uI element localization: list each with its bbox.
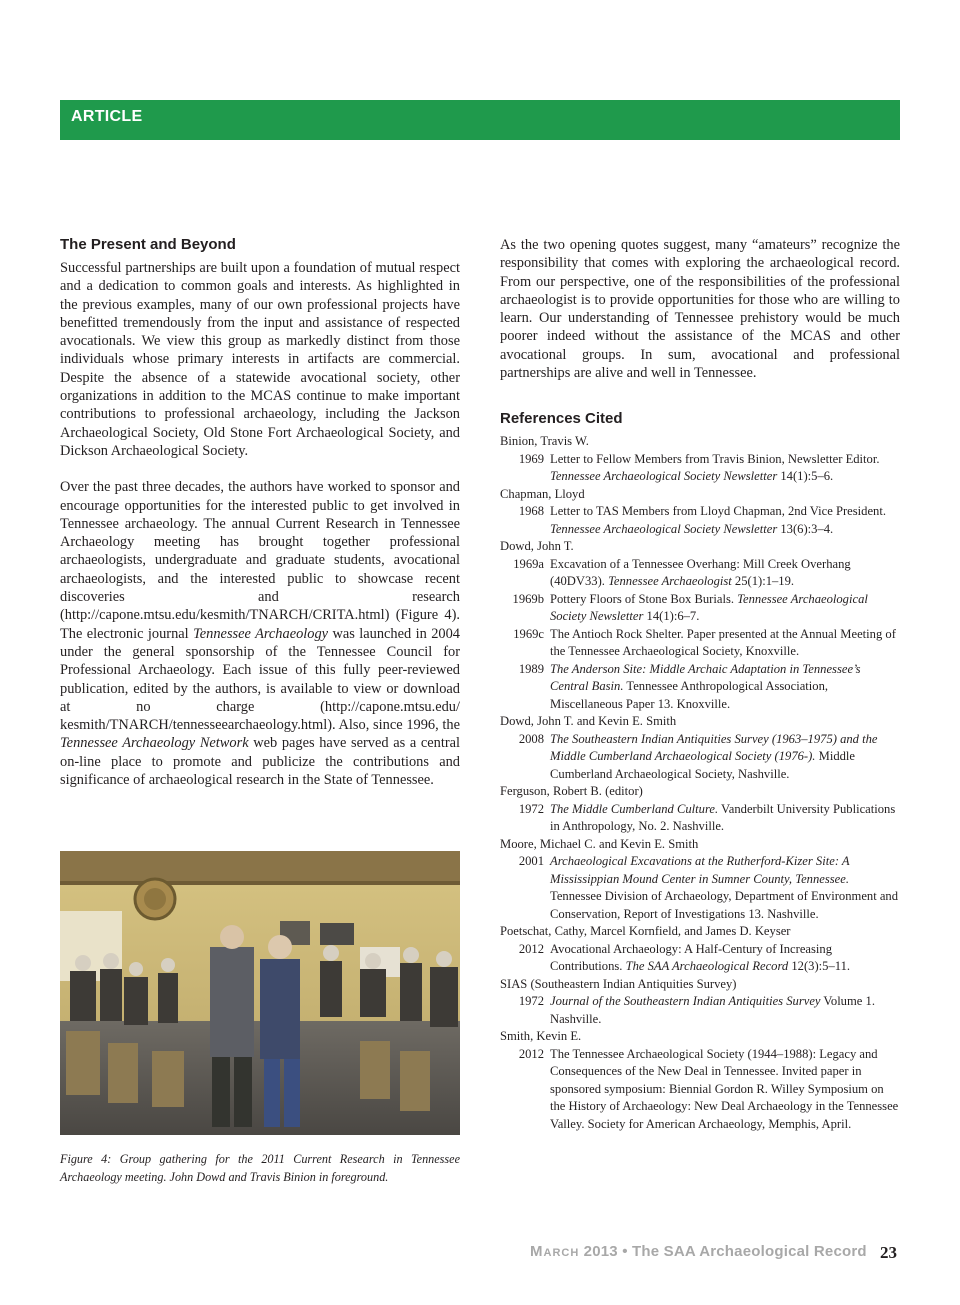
ref-entry: 1972 The Middle Cumberland Culture. Vanderbilt University Publications in Anthropology, No. 2. Nashville. [518,801,896,834]
references-list [500,433,900,1133]
paragraph: Over the past three decades, the authors have worked to sponsor and encourage opportunities for the interested public to get involved in Tennessee archaeology. The annual Current Research in Tennessee Archaeology meeting has brought together professional archaeologists, undergraduate and graduate students, avocational archaeologists, and the interested public to showcase recent discoveries and research (http://capone.mtsu.edu/kesmith/TNARCH/CRITA.html) (Figure 4). The electronic journal Tennessee Archaeology was launched in 2004 under the general sponsorship of the Tennessee Council for Professional Archaeology. Each issue of this fully peer-reviewed publication, edited by the authors, is available to view or download at no charge (http://capone.mtsu.edu/ kesmith/TNARCH/tennesseearchaeology.html). Also, since 1996, the Tennessee Archaeology Network web pages have served as a central on-line place to promote and publicize the contributions and significance of archaeological research in the State of Tennessee. [60,479,461,789]
ref-author: Poetschat, Cathy, Marcel Kornfield, and James D. Keyser [500,924,791,939]
page-number: 23 [880,1243,897,1262]
ref-entry: 1969a Excavation of a Tennessee Overhang: Mill Creek Overhang (40DV33). Tennessee Archaeologist 25(1):1–19. [513,556,851,589]
ref-entry: 1969 Letter to Fellow Members from Travis Binion, Newsletter Editor. Tennessee Archaeological Society Newsletter 14(1):5–6. [518,451,880,484]
footer-bullet: • [622,1243,628,1260]
ref-entry: 1969b Pottery Floors of Stone Box Burials. Tennessee Archaeological Society Newsletter 14(1):6–7. [512,591,868,624]
footer-month: March [530,1243,580,1260]
ref-entry: 1969c The Antioch Rock Shelter. Paper presented at the Annual Meeting of the Tennessee Archaeological Society, Knoxville. [513,626,896,659]
left-column [60,236,460,789]
ref-author: Smith, Kevin E. [500,1029,582,1044]
ref-author: Dowd, John T. [500,539,574,554]
ref-entry: 2008 The Southeastern Indian Antiquities Survey (1963–1975) and the Middle Cumberland Archaeological Society (1976-). Middle Cumberland Archaeological Society, Nashville. [518,731,878,781]
ref-author: Dowd, John T. and Kevin E. Smith [500,714,677,729]
section-heading: The Present and Beyond [60,236,236,253]
paragraph: Successful partnerships are built upon a foundation of mutual respect and a dedication to common goals and interests. As highlighted in the previous examples, many of our own professional projects have benefitted tremendously from the input and assistance of respected avocationals. We view this group as markedly distinct from those individuals whose primary interests in artifacts are commercial. Despite the absence of a statewide avocational society, other organizations in addition to the MCAS continue to make important contributions to professional archaeology, including the Jackson Archaeological Society, Old Stone Fort Archaeological Society, and Dickson Archaeological Society. [60,260,460,459]
meeting-photo [60,851,460,1135]
section-banner [60,100,900,140]
ref-author: Chapman, Lloyd [500,486,585,501]
ref-author: Ferguson, Robert B. (editor) [500,784,643,799]
figure-caption: Figure 4: Group gathering for the 2011 Current Research in Tennessee Archaeology meeting. John Dowd and Travis Binion in foreground. [60,1152,460,1184]
ref-author: Binion, Travis W. [500,434,589,449]
ref-entry: 1972 Journal of the Southeastern Indian Antiquities Survey Volume 1. Nashville. [518,994,875,1026]
running-footer [530,1243,867,1260]
right-column [500,236,900,1133]
ref-entry: 1989 The Anderson Site: Middle Archaic Adaptation in Tennessee’s Central Basin. Tennessee Anthropological Association, Miscellaneous Paper 13. Knoxville. [518,661,861,711]
footer-journal: The SAA Archaeological Record [632,1243,867,1260]
footer-year: 2013 [583,1243,618,1260]
section-label: ARTICLE [71,108,143,125]
ref-author: Moore, Michael C. and Kevin E. Smith [500,836,699,851]
ref-entry: 2001 Archaeological Excavations at the Rutherford-Kizer Site: A Mississippian Mound Center in Sumner County, Tennessee. Tennessee Division of Archaeology, Department of Environment and Conservation, Report of Investigations 13. Nashville. [518,854,899,921]
references-heading: References Cited [500,410,623,428]
ref-entry: 2012 Avocational Archaeology: A Half-Century of Increasing Contributions. The SAA Archaeological Record 12(3):5–11. [518,941,851,974]
paragraph: As the two opening quotes suggest, many “amateurs” recognize the responsibility that comes with exploring the archaeological record. From our perspective, one of the responsibilities of the professional archaeologist is to provide opportunities for those who are willing to learn. Our understanding of Tennessee prehistory would be much poorer indeed without the assistance of the MCAS and other avocational groups. In sum, avocational and professional partnerships are alive and well in Tennessee. [500,237,900,382]
ref-entry: 2012 The Tennessee Archaeological Society (1944–1988): Legacy and Consequences of the New Deal in Tennessee. Invited paper in sponsored symposium: Biennial Gordon R. Willey Symposium on the History of Archaeology: New Deal Archaeology in the Tennessee Valley. Society for American Archaeology, Memphis, April. [518,1046,899,1131]
ref-entry: 1968 Letter to TAS Members from Lloyd Chapman, 2nd Vice President. Tennessee Archaeological Society Newsletter 13(6):3–4. [518,504,886,536]
ref-author: SIAS (Southeastern Indian Antiquities Survey) [500,976,737,991]
